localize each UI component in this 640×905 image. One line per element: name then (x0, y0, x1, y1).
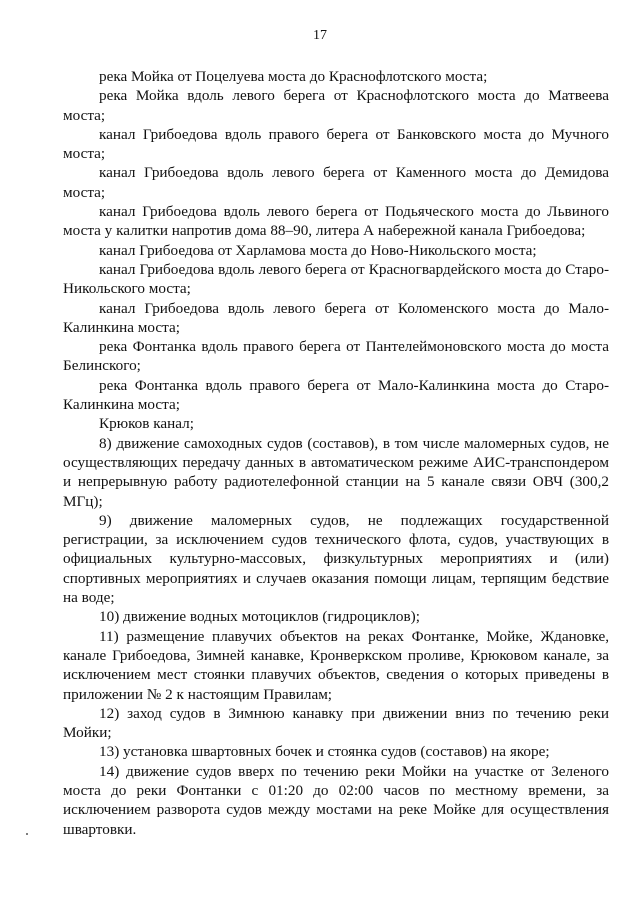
paragraph: канал Грибоедова вдоль левого берега от Коломенского моста до Мало-Калинкина моста; (63, 299, 609, 336)
paragraph: река Мойка от Поцелуева моста до Краснофлотского моста; (99, 68, 488, 85)
paragraph: река Фонтанка вдоль правого берега от Пантелеймоновского моста до моста Белинского; (63, 338, 609, 375)
paragraph: 13) установка швартовных бочек и стоянка судов (составов) на якоре; (99, 743, 550, 761)
paragraph: 8) движение самоходных судов (составов), в том числе маломерных судов, не осуществляющих передачу данных в автоматическом режиме АИС-транспондером и непрерывную работу радиотелефонной станции на 5 канале связи ОВЧ (300,2 МГц); (63, 434, 609, 510)
paragraph: канал Грибоедова вдоль левого берега от Каменного моста до Демидова моста; (63, 164, 609, 201)
paragraph: 14) движение судов вверх по течению реки Мойки на участке от Зеленого моста до реки Фонтанки с 01:20 до 02:00 часов по местному времени, за исключением разворота судов между мостами на реке Мойке для осуществления швартовки. (63, 762, 609, 838)
paragraph: канал Грибоедова от Харламова моста до Ново-Никольского моста; (99, 241, 537, 259)
paragraph: Крюков канал; (99, 415, 194, 433)
paragraph: река Фонтанка вдоль правого берега от Мало-Калинкина моста до Старо-Калинкина моста; (63, 376, 609, 414)
paragraph: канал Грибоедова вдоль правого берега от Банковского моста до Мучного моста; (63, 125, 609, 163)
paragraph: 9) движение маломерных судов, не подлежащих государственной регистрации, за исключением судов технического флота, судов, участвующих в официальных культурно-массовых, физкультурных мероприятиях и (или) спортивных мероприятиях и случаев оказания помощи лицам, терпящим бедствие на воде; (63, 511, 609, 607)
paragraph: 11) размещение плавучих объектов на реках Фонтанке, Мойке, Ждановке, канале Грибоедова, Зимней канавке, Кронверкском проливе, Крюковом канале, за исключением мест стоянки плавучих объектов, сведения о которых приведены в приложении № 2 к настоящим Правилам; (63, 627, 609, 703)
page-number: 17 (313, 28, 327, 43)
paragraph: канал Грибоедова вдоль левого берега от Красногвардейского моста до Старо-Никольского моста; (63, 260, 609, 298)
paragraph: река Мойка вдоль левого берега от Краснофлотского моста до Матвеева моста; (63, 87, 609, 124)
scan-speck (26, 833, 28, 835)
document-body (63, 67, 609, 839)
paragraph: 12) заход судов в Зимнюю канавку при движении вниз по течению реки Мойки; (63, 704, 609, 742)
paragraph: 10) движение водных мотоциклов (гидроциклов); (99, 608, 420, 626)
paragraph: канал Грибоедова вдоль левого берега от Подьяческого моста до Львиного моста у калитки напротив дома 88–90, литера А набережной канала Грибоедова; (63, 203, 609, 240)
